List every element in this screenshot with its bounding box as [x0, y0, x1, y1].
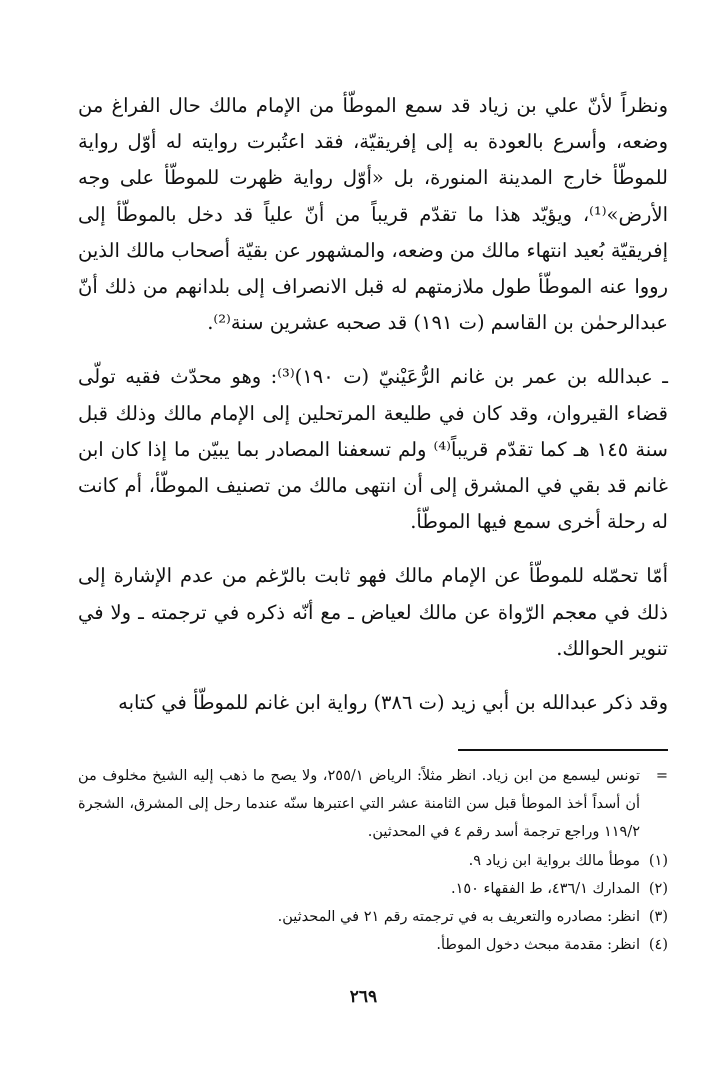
- footnote-mark: (٤): [648, 937, 668, 954]
- footnote-text: تونس ليسمع من ابن زياد. انظر مثلاً: الرياض ٢٥٥/١، ولا يصح ما ذهب إليه الشيخ مخلوف من أن أسداً أخذ الموطأ قبل سن الثامنة عشر التي اعتبرها سنّه عندما رحل إلى المشرق، الشجرة ١١٩/٢ وراجع ترجمة أسد رقم ٤ في المحدثين.: [78, 768, 640, 841]
- footnote: [78, 931, 668, 959]
- footnote: [78, 847, 668, 875]
- footnote-text: المدارك ٤٣٦/١، ط الفقهاء ١٥٠.: [450, 880, 640, 897]
- footnote: [78, 762, 668, 847]
- page-number: ٢٦٩: [349, 987, 378, 1007]
- footnote-separator: [458, 749, 668, 751]
- footnote: [78, 903, 668, 931]
- paragraph: ـ عبدالله بن عمر بن غانم الرُّعَيْنيّ (ت ١٩٠)⁽³⁾: وهو محدّث فقيه تولّى قضاء القيروان، وقد كان في طليعة المرتحلين إلى الإمام مالك وذلك قبل سنة ١٤٥ هـ كما تقدّم قريباً⁽⁴⁾ ولم تسعفنا المصادر بما يبيّن ما إذا كان ابن غانم قد بقي في المشرق إلى أن انتهى مالك من تصنيف الموطّأ، أم كانت له رحلة أخرى سمع فيها الموطّأ.: [78, 365, 668, 534]
- footnote-mark: (٢): [648, 880, 668, 897]
- footnote-mark: =: [655, 768, 668, 784]
- footnotes: [78, 762, 668, 959]
- footnote-mark: (٣): [648, 909, 668, 926]
- paragraph: وقد ذكر عبدالله بن أبي زيد (ت ٣٨٦) رواية ابن غانم للموطّأ في كتابه: [118, 691, 668, 715]
- page-content: [78, 88, 668, 721]
- footnote-text: موطأ مالك برواية ابن زياد ٩.: [468, 852, 640, 869]
- body-text: [78, 88, 668, 721]
- footnote-text: انظر: مقدمة مبحث دخول الموطأ.: [436, 937, 640, 954]
- footnote: [78, 875, 668, 903]
- footnote-text: انظر: مصادره والتعريف به في ترجمته رقم ٢١ في المحدثين.: [277, 909, 640, 926]
- paragraph: ونظراً لأنّ علي بن زياد قد سمع الموطّأ من الإمام مالك حال الفراغ من وضعه، وأسرع بالعودة به إلى إفريقيّة، فقد اعتُبرت روايته له أوّل رواية للموطّأ خارج المدينة المنورة، بل «أوّل رواية ظهرت للموطّأ على وجه الأرض»⁽¹⁾، ويؤيّد هذا ما تقدّم قريباً من أنّ علياً قد دخل بالموطّأ إلى إفريقيّة بُعيد انتهاء مالك من وضعه، والمشهور عن بقيّة أصحاب مالك الذين رووا عنه الموطّأ طول ملازمتهم له قبل الانصراف إلى بلدانهم من ذلك أنّ عبدالرحمٰن بن القاسم (ت ١٩١) قد صحبه عشرين سنة⁽²⁾.: [78, 94, 668, 335]
- paragraph: أمّا تحمّله للموطّأ عن الإمام مالك فهو ثابت بالرّغم من عدم الإشارة إلى ذلك في معجم الرّواة عن مالك لعياض ـ مع أنّه ذكره في ترجمته ـ ولا في تنوير الحوالك.: [78, 564, 668, 660]
- footnote-mark: (١): [648, 852, 668, 869]
